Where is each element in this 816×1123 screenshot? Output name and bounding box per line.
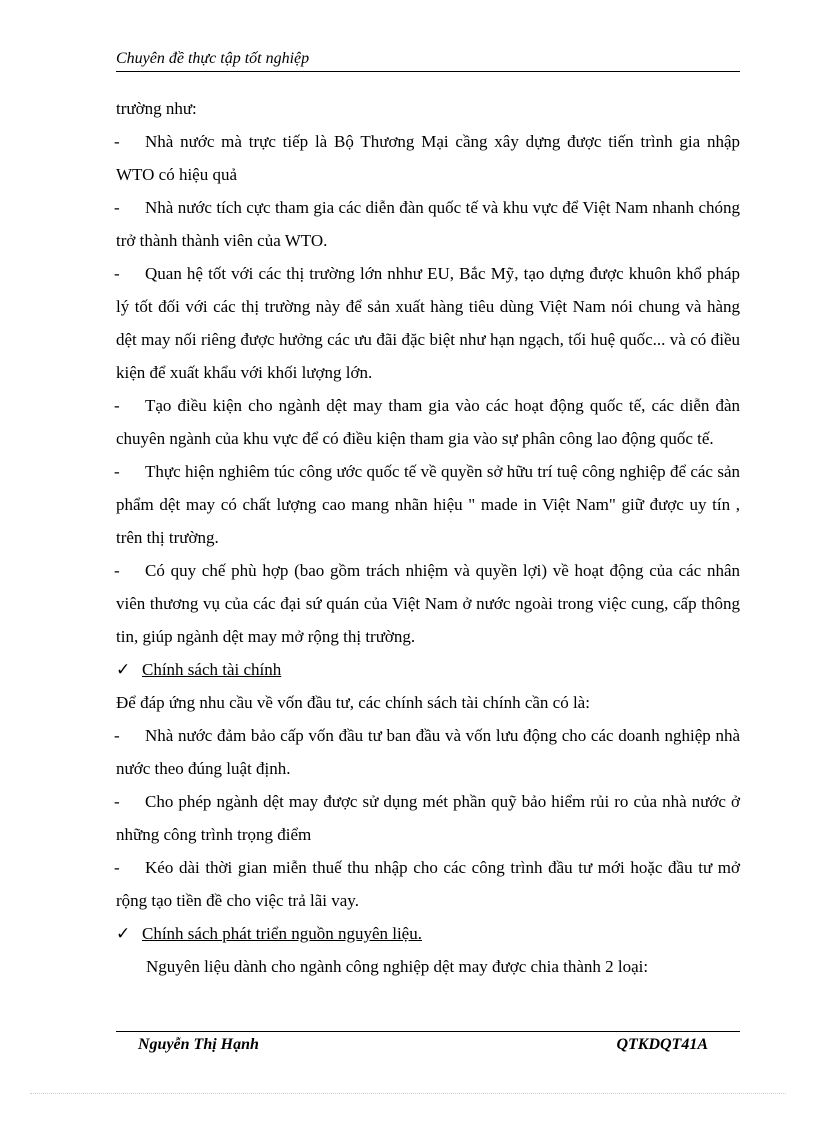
footer-class-code: QTKDQT41A — [616, 1036, 708, 1053]
bullet-text: Tạo điều kiện cho ngành dệt may tham gia vào các hoạt động quốc tế, các diễn đàn chuyên ngành của khu vực để có điều kiện tham gia vào sự phân công lao động quốc tế. — [116, 396, 740, 448]
bullet-dash: - — [114, 726, 120, 745]
bullet-item — [116, 389, 740, 455]
bullet-text: Có quy chế phù hợp (bao gồm trách nhiệm và quyền lợi) về hoạt động của các nhân viên thương vụ của các đại sứ quán của Việt Nam ở nước ngoài trong việc cung, cấp thông tin, giúp ngành dệt may mở rộng thị trường. — [116, 561, 740, 646]
bullet-item — [116, 719, 740, 785]
bullet-dash: - — [114, 561, 120, 580]
bullet-text: Nhà nước đảm bảo cấp vốn đầu tư ban đầu và vốn lưu động cho các doanh nghiệp nhà nước theo đúng luật định. — [116, 726, 740, 778]
footer-author: Nguyễn Thị Hạnh — [138, 1036, 259, 1053]
section-heading-material — [116, 917, 740, 950]
page-footer — [138, 1034, 708, 1056]
bullet-text: Thực hiện nghiêm túc công ước quốc tế về quyền sở hữu trí tuệ công nghiệp để các sản phẩm dệt may có chất lượng cao mang nhãn hiệu " made in Việt Nam" giữ được uy tín , trên thị trường. — [116, 462, 740, 547]
bullet-text: Kéo dài thời gian miễn thuế thu nhập cho các công trình đầu tư mới hoặc đầu tư mở rộng tạo tiền đề cho việc trả lãi vay. — [116, 858, 740, 910]
bullet-item — [116, 125, 740, 191]
bullet-dash: - — [114, 264, 120, 283]
checkmark-icon: ✓ — [116, 660, 131, 679]
bullet-text: Quan hệ tốt với các thị trường lớn nhhư EU, Bắc Mỹ, tạo dựng được khuôn khổ pháp lý tốt đối với các thị trường này để sản xuất hàng tiêu dùng Việt Nam nói chung và hàng dệt may nối riêng được hưởng các ưu đãi đặc biệt như hạn ngạch, tối huệ quốc... và có điều kiện để xuất khẩu với khối lượng lớn. — [116, 264, 740, 382]
header-rule — [116, 71, 740, 72]
intro-line: trường như: — [116, 99, 197, 118]
bullet-dash: - — [114, 462, 120, 481]
bullet-dash: - — [114, 396, 120, 415]
bullet-text: Nhà nước mà trực tiếp là Bộ Thương Mại cầng xây dựng được tiến trình gia nhập WTO có hiệu quả — [116, 132, 740, 184]
bullet-dash: - — [114, 198, 120, 217]
bullet-dash: - — [114, 858, 120, 877]
bullet-dash: - — [114, 792, 120, 811]
header-title: Chuyên đề thực tập tốt nghiệp — [116, 50, 310, 67]
bullet-text: Nhà nước tích cực tham gia các diễn đàn quốc tế và khu vực để Việt Nam nhanh chóng trở thành thành viên của WTO. — [116, 198, 740, 250]
bullet-item — [116, 785, 740, 851]
footer-rule — [116, 1031, 740, 1032]
section-title: Chính sách tài chính — [142, 660, 282, 679]
bullet-item — [116, 191, 740, 257]
section-heading-finance — [116, 653, 740, 686]
bullet-dash: - — [114, 132, 120, 151]
bullet-item — [116, 455, 740, 554]
page-header — [116, 48, 740, 70]
bullet-item — [116, 554, 740, 653]
bullet-item — [116, 851, 740, 917]
page-edge — [30, 1093, 786, 1094]
bullet-item — [116, 257, 740, 389]
section-title: Chính sách phát triển nguồn nguyên liệu. — [142, 924, 422, 943]
section-intro: Nguyên liệu dành cho ngành công nghiệp dệt may được chia thành 2 loại: — [146, 957, 649, 976]
section-intro: Để đáp ứng nhu cầu về vốn đầu tư, các chính sách tài chính cần có là: — [116, 693, 590, 712]
document-body — [116, 92, 740, 983]
checkmark-icon: ✓ — [116, 924, 131, 943]
bullet-text: Cho phép ngành dệt may được sử dụng mét phần quỹ bảo hiểm rủi ro của nhà nước ở những công trình trọng điểm — [116, 792, 740, 844]
